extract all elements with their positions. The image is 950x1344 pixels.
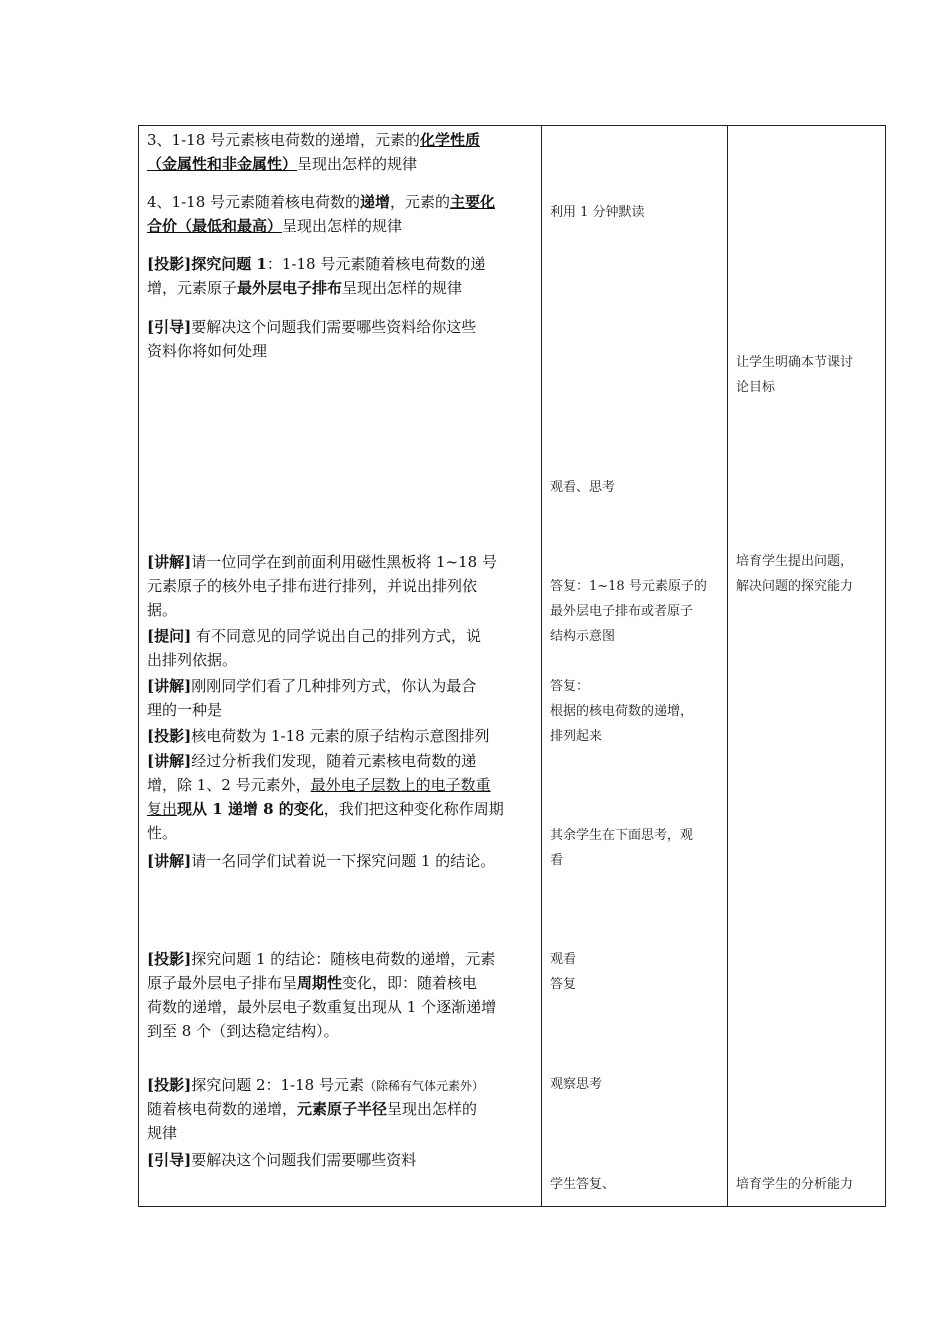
explain-1: [讲解]请一位同学在到前面利用磁性黑板将 1~18 号 元素原子的核外电子排布进行排列，并说出排列依 据。 — [147, 553, 497, 619]
question-4: 4、1-18 号元素随着核电荷数的递增，元素的主要化 合价（最低和最高）呈现出怎样的规律 — [147, 193, 496, 235]
intent-analysis: 培育学生的分析能力 — [736, 1177, 854, 1192]
guide-1: [引导]要解决这个问题我们需要哪些资料给你这些 资料你将如何处理 — [147, 318, 477, 360]
projection-conclusion-1: [投影]探究问题 1 的结论：随核电荷数的递增，元素 原子最外层电子排布呈周期性变化，即：随着核电 荷数的递增，最外层电子数重复出现从 1 个逐渐递增 到至 8 个（到达稳定结构）。 — [147, 950, 497, 1040]
design-intent-column — [727, 125, 886, 1207]
student-watch-answer: 观看 答复 — [550, 952, 577, 992]
projection-question-1: [投影]探究问题 1：1-18 号元素随着核电荷数的递 增，元素原子最外层电子排布呈现出怎样的规律 — [147, 255, 486, 297]
intent-goal: 让学生明确本节课讨 论目标 — [736, 355, 854, 395]
question-3: 3、1-18 号元素核电荷数的递增，元素的化学性质 （金属性和非金属性）呈现出怎样的规律 — [147, 131, 481, 173]
explain-2: [讲解]刚刚同学们看了几种排列方式，你认为最合 理的一种是 — [147, 677, 477, 719]
question-ask: [提问] 有不同意见的同学说出自己的排列方式，说 出排列依据。 — [147, 627, 481, 669]
student-observe-think: 观察思考 — [550, 1077, 603, 1092]
student-watch-think: 观看、思考 — [550, 480, 616, 495]
explain-4: [讲解]请一名同学们试着说一下探究问题 1 的结论。 — [147, 852, 496, 870]
intent-inquiry: 培育学生提出问题， 解决问题的探究能力 — [736, 554, 854, 594]
student-activity-column — [541, 125, 728, 1207]
student-others-think: 其余学生在下面思考，观 看 — [550, 828, 694, 868]
student-answer-1: 答复：1~18 号元素原子的 最外层电子排布或者原子 结构示意图 — [550, 579, 707, 644]
projection-structure: [投影]核电荷数为 1-18 元素的原子结构示意图排列 — [147, 727, 490, 745]
explain-3: [讲解]经过分析我们发现，随着元素核电荷数的递 增，除 1、2 号元素外，最外电子层数上的电子数重 复出现从 1 递增 8 的变化，我们把这种变化称作周期 性。 — [147, 752, 504, 842]
student-read: 利用 1 分钟默读 — [550, 205, 645, 220]
student-answer-2: 答复： 根据的核电荷数的递增， 排列起来 — [550, 679, 694, 744]
projection-question-2: [投影]探究问题 2：1-18 号元素（除稀有气体元素外） 随着核电荷数的递增，元素原子半径呈现出怎样的 规律 — [147, 1076, 484, 1142]
student-answer-3: 学生答复、 — [550, 1177, 616, 1192]
guide-2: [引导]要解决这个问题我们需要哪些资料 — [147, 1151, 417, 1169]
